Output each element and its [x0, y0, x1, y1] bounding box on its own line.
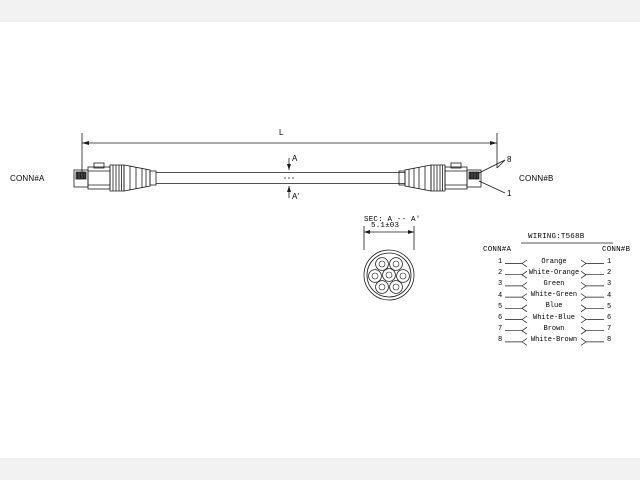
- cable-jacket: [156, 173, 405, 184]
- wire-pin-b: 6: [607, 314, 612, 322]
- wire-color-label: Blue: [545, 302, 563, 311]
- wiring-title: WIRING:T568B: [528, 233, 585, 241]
- cable-cross-section: [364, 226, 414, 300]
- wire-pin-b: 7: [607, 325, 612, 334]
- wire-pin-b: 4: [607, 291, 612, 300]
- wire-pin-b: 1: [607, 258, 612, 266]
- wire-color-label: Brown: [543, 324, 565, 333]
- length-label: L: [279, 128, 284, 137]
- wire-pin-b: 2: [607, 269, 612, 278]
- pin-leaders: [479, 160, 505, 193]
- section-mark-a-top: A: [292, 154, 298, 163]
- wire-pin-b: 5: [607, 302, 612, 311]
- wire-pin-b: 3: [607, 280, 612, 289]
- wire-pin-a: 3: [498, 280, 503, 289]
- wire-color-label: White-Green: [530, 291, 578, 300]
- wire-color-label: Green: [543, 279, 565, 288]
- wire-pin-a: 2: [498, 269, 503, 278]
- wire-color-label: White-Brown: [530, 335, 578, 344]
- connector-a-body: [74, 163, 156, 191]
- wire-pin-a: 5: [498, 302, 503, 311]
- wire-color-label: Orange: [541, 257, 567, 266]
- wire-pin-a: 4: [498, 291, 503, 300]
- pin-8-label: 8: [507, 155, 512, 164]
- wire-color-label: White-Blue: [532, 313, 576, 322]
- connector-b-body: [399, 163, 481, 191]
- pin-1-label: 1: [507, 189, 512, 198]
- wiring-col-b-header: CONN#B: [602, 246, 631, 254]
- wire-color-label: White-Orange: [528, 268, 580, 277]
- wire-pin-a: 6: [498, 314, 503, 322]
- wire-pin-b: 8: [607, 336, 612, 345]
- wire-pin-a: 7: [498, 325, 503, 334]
- wiring-col-a-header: CONN#A: [483, 246, 512, 254]
- connector-a-label: CONN#A: [10, 174, 45, 183]
- section-title: SEC: A -- A': [364, 216, 421, 224]
- wire-pin-a: 1: [498, 258, 503, 266]
- wire-pin-a: 8: [498, 336, 503, 345]
- diameter-label: 5.1±03: [371, 222, 400, 230]
- section-mark-a-bottom: A': [292, 192, 300, 201]
- connector-b-label: CONN#B: [519, 174, 554, 183]
